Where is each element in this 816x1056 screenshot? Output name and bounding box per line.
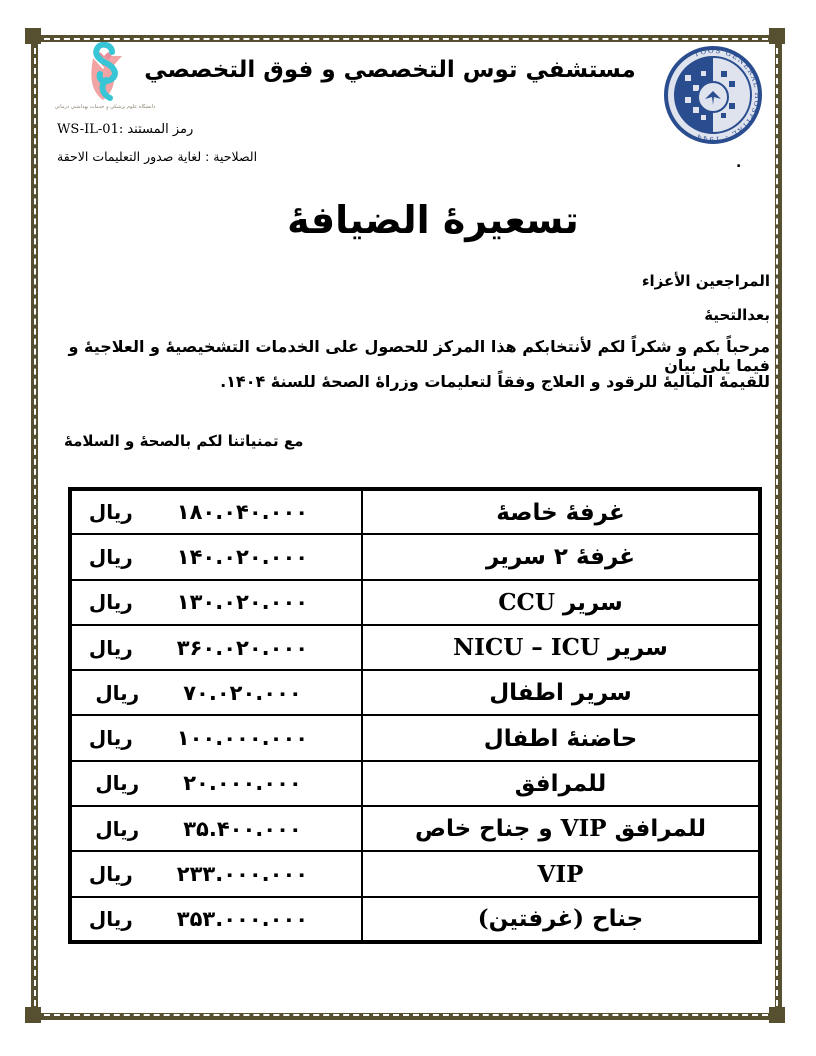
table-row bbox=[70, 897, 760, 942]
salutation-line: المراجعين الأعزاء bbox=[641, 272, 770, 290]
greeting-line: بعدالتحيۀ bbox=[704, 306, 770, 324]
price-amount: ۷۰.۰۲۰.۰۰۰ bbox=[183, 680, 302, 705]
room-type-cell: حاضنۀ اطفال bbox=[362, 715, 760, 760]
room-type-cell: VIP bbox=[362, 851, 760, 896]
hospital-name-title: مستشفي توس التخصصي و فوق التخصصي bbox=[144, 57, 636, 83]
table-row bbox=[70, 670, 760, 715]
price-amount: ۱۴۰.۰۲۰.۰۰۰ bbox=[176, 544, 309, 569]
table-row bbox=[70, 715, 760, 760]
table-row bbox=[70, 625, 760, 670]
tariff-table bbox=[68, 487, 762, 944]
table-row bbox=[70, 489, 760, 534]
price-cell bbox=[70, 534, 362, 579]
frame-corner-ornament bbox=[25, 1007, 41, 1023]
closing-wishes-line: مع تمنياتنا لكم بالصحۀ و السلامۀ bbox=[64, 432, 304, 450]
validity-line: الصلاحية : لغاية صدور التعليمات الاحقة bbox=[57, 149, 258, 164]
price-amount: ۳۶۰.۰۲۰.۰۰۰ bbox=[176, 635, 309, 660]
room-type-cell: جناح (غرفتين) bbox=[362, 897, 760, 942]
currency-unit: ريال bbox=[88, 635, 133, 660]
price-amount: ۲۳۳.۰۰۰.۰۰۰ bbox=[176, 862, 309, 887]
currency-unit: ريال bbox=[88, 544, 133, 569]
currency-unit: ريال bbox=[88, 500, 133, 525]
university-logo-caption: دانشگاه علوم پزشكي و خدمات بهداشتي درماني bbox=[54, 104, 156, 110]
room-type-cell: غرفۀ خاصۀ bbox=[362, 489, 760, 534]
price-amount: ۳۵۳.۰۰۰.۰۰۰ bbox=[176, 906, 309, 931]
seal-text: TOOS GENERAL HOSPITAL - 1944 bbox=[692, 46, 762, 144]
price-cell bbox=[70, 625, 362, 670]
price-cell bbox=[70, 670, 362, 715]
table-row bbox=[70, 580, 760, 625]
table-row bbox=[70, 534, 760, 579]
frame-corner-ornament bbox=[25, 28, 41, 44]
price-cell bbox=[70, 715, 362, 760]
price-cell bbox=[70, 806, 362, 851]
price-cell bbox=[70, 761, 362, 806]
page-title: تسعيرۀ الضيافۀ bbox=[287, 198, 579, 242]
frame-corner-ornament bbox=[769, 1007, 785, 1023]
hospital-seal-icon bbox=[663, 45, 763, 149]
document-code-line: رمز المستند :WS-IL-01 bbox=[57, 122, 194, 137]
intro-paragraph-line-2: للقيمۀ الماليۀ للرقود و العلاج وفقاً لتعليمات وزراۀ الصحۀ للسنۀ ۱۴۰۴. bbox=[220, 372, 770, 391]
price-amount: ۱۸۰.۰۴۰.۰۰۰ bbox=[176, 500, 309, 525]
price-cell bbox=[70, 897, 362, 942]
stray-period: . bbox=[736, 155, 742, 171]
currency-unit: ريال bbox=[88, 862, 133, 887]
currency-unit: ريال bbox=[88, 906, 133, 931]
room-type-cell: للمرافق VIP و جناح خاص bbox=[362, 806, 760, 851]
intro-paragraph-line-1: مرحباً بكم و شكراً لكم لأنتخابكم هذا المركز للحصول على الخدمات التشخيصيۀ و العلاجيۀ و فيما يلى بيان bbox=[68, 337, 770, 375]
price-amount: ۳۵.۴۰۰.۰۰۰ bbox=[183, 816, 302, 841]
frame-corner-ornament bbox=[769, 28, 785, 44]
table-row bbox=[70, 851, 760, 896]
room-type-cell: غرفۀ ۲ سرير bbox=[362, 534, 760, 579]
price-cell bbox=[70, 851, 362, 896]
room-type-cell: للمرافق bbox=[362, 761, 760, 806]
room-type-cell: سرير NICU – ICU bbox=[362, 625, 760, 670]
table-row bbox=[70, 806, 760, 851]
table-row bbox=[70, 761, 760, 806]
currency-unit: ريال bbox=[88, 726, 133, 751]
room-type-cell: سرير CCU bbox=[362, 580, 760, 625]
price-amount: ۲۰.۰۰۰.۰۰۰ bbox=[183, 771, 302, 796]
price-cell bbox=[70, 489, 362, 534]
currency-unit: ريال bbox=[95, 771, 140, 796]
currency-unit: ريال bbox=[88, 590, 133, 615]
price-amount: ۱۳۰.۰۲۰.۰۰۰ bbox=[176, 590, 309, 615]
currency-unit: ريال bbox=[95, 816, 140, 841]
price-amount: ۱۰۰.۰۰۰.۰۰۰ bbox=[176, 726, 309, 751]
price-cell bbox=[70, 580, 362, 625]
room-type-cell: سرير اطفال bbox=[362, 670, 760, 715]
currency-unit: ريال bbox=[95, 680, 140, 705]
